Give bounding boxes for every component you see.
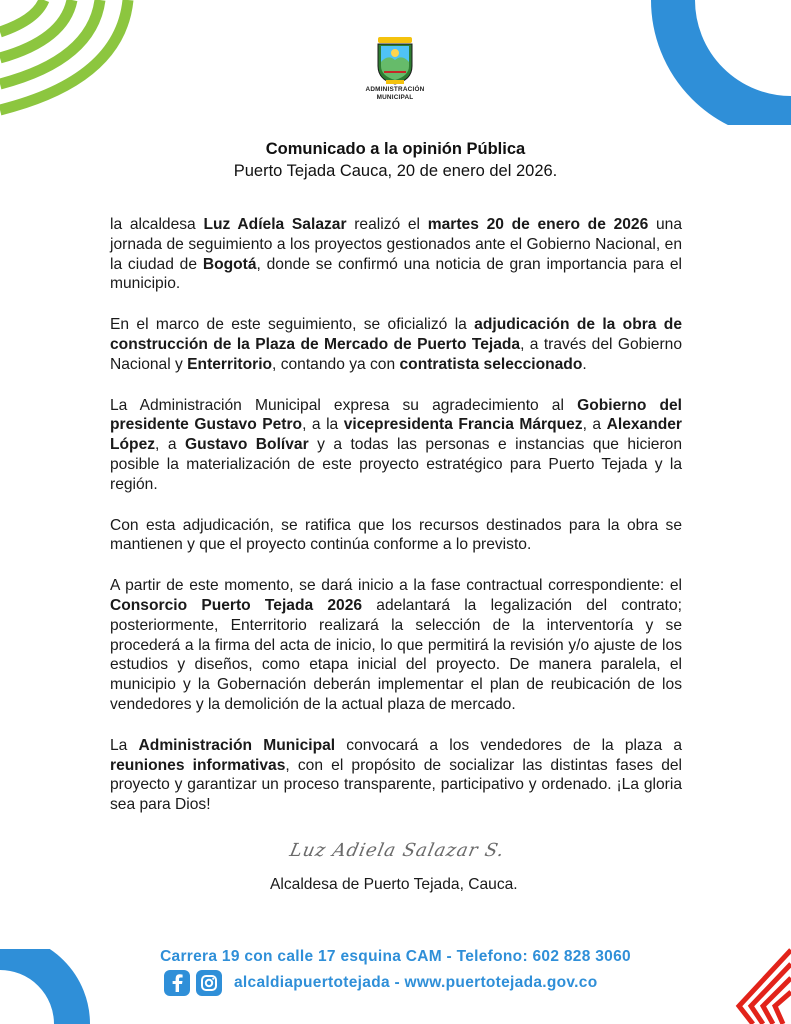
logo-text-line2: MUNICIPAL [376, 94, 414, 101]
text: . [582, 355, 587, 373]
instagram-icon[interactable] [196, 970, 222, 996]
green-corner-stripes [0, 0, 135, 120]
coat-of-arms-icon [372, 36, 418, 86]
footer-social [164, 970, 597, 996]
text: , contando ya con [272, 355, 400, 373]
blue-corner-arc [631, 0, 791, 125]
paragraph-2 [110, 315, 682, 374]
bold-text: Consorcio Puerto Tejada 2026 [110, 596, 363, 614]
municipal-logo [358, 36, 432, 102]
signer-title: Alcaldesa de Puerto Tejada, Cauca. [270, 876, 518, 893]
text: A partir de este momento, se dará inicio a la fase contractual correspondiente: el [110, 577, 682, 595]
text: la alcaldesa [110, 216, 204, 233]
text: una jornada de seguimiento a los proyectos gestionados ante el Gobierno Nacional, en la ciudad de [110, 216, 683, 273]
paragraph-5 [110, 576, 682, 715]
footer-address: Carrera 19 con calle 17 esquina CAM - Telefono: 602 828 3060 [160, 948, 631, 965]
text: y a todas las personas e instancias que hicieron posible la materialización de este proyecto estratégico para Puerto Tejada y la región. [110, 436, 682, 493]
text: , a [582, 416, 607, 434]
text: , a [155, 436, 185, 454]
paragraph-3 [110, 396, 682, 495]
text: , donde se confirmó una noticia de gran importancia para el municipio. [110, 255, 682, 293]
text: , con el propósito de socializar las distintas fases del proyecto y garantizar un proceso transparente, participativo y ordenado. ¡La gloria sea para Dios! [110, 756, 683, 814]
bold-text: Administración Municipal [138, 736, 336, 754]
text: , a la [302, 416, 344, 434]
social-and-website[interactable]: alcaldiapuertotejada - www.puertotejada.gov.co [234, 974, 598, 991]
place-date: Puerto Tejada Cauca, 20 de enero del 2026. [233, 162, 558, 180]
page-title: Comunicado a la opinión Pública [265, 140, 526, 158]
city-bold: Bogotá [202, 255, 257, 273]
bold-text: Alexander López [110, 416, 682, 454]
bold-text: vicepresidenta Francia Márquez [343, 416, 583, 434]
bold-text: Gustavo Bolívar [184, 436, 309, 454]
mayor-name: Luz Adíela Salazar [203, 216, 347, 233]
text: En el marco de este seguimiento, se oficializó la [110, 316, 475, 334]
paragraph-4: Con esta adjudicación, se ratifica que los recursos destinados para la obra se mantienen y que el proyecto continúa conforme a lo previsto. [110, 516, 682, 554]
paragraph-1 [110, 215, 682, 294]
facebook-icon[interactable] [164, 970, 190, 996]
text: La [110, 736, 139, 754]
bold-text: contratista seleccionado [399, 355, 583, 373]
bold-text: reuniones informativas [110, 756, 286, 774]
handwritten-signature: Luz Adiela Salazar S. [287, 840, 507, 861]
text: realizó el [346, 216, 428, 233]
logo-text-line1: ADMINISTRACIÓN [365, 86, 425, 93]
document-body [110, 215, 682, 836]
text: La Administración Municipal expresa su agradecimiento al [110, 396, 578, 414]
paragraph-6 [110, 736, 682, 815]
text: , a través del Gobierno Nacional y [110, 335, 682, 373]
text: adelantará la legalización del contrato; posteriormente, Enterritorio realizará la selección de la interventoría y se procederá a la firma del acta de inicio, lo que permitirá la revisión y/o ajuste de los estudios y diseños, como etapa inicial del proyecto. De manera paralela, el municipio y la Gobernación deberán implementar el plan de reubicación de los vendedores y la demolición de la actual plaza de mercado. [110, 596, 682, 713]
text: convocará a los vendedores de la plaza a [335, 736, 683, 754]
bold-text: Enterritorio [187, 355, 273, 373]
bold-text: adjudicación de la obra de construcción de la Plaza de Mercado de Puerto Tejada [110, 316, 683, 353]
bold-text: Gobierno del presidente Gustavo Petro [110, 396, 683, 434]
date-bold: martes 20 de enero de 2026 [427, 216, 649, 233]
document-heading [0, 138, 791, 182]
